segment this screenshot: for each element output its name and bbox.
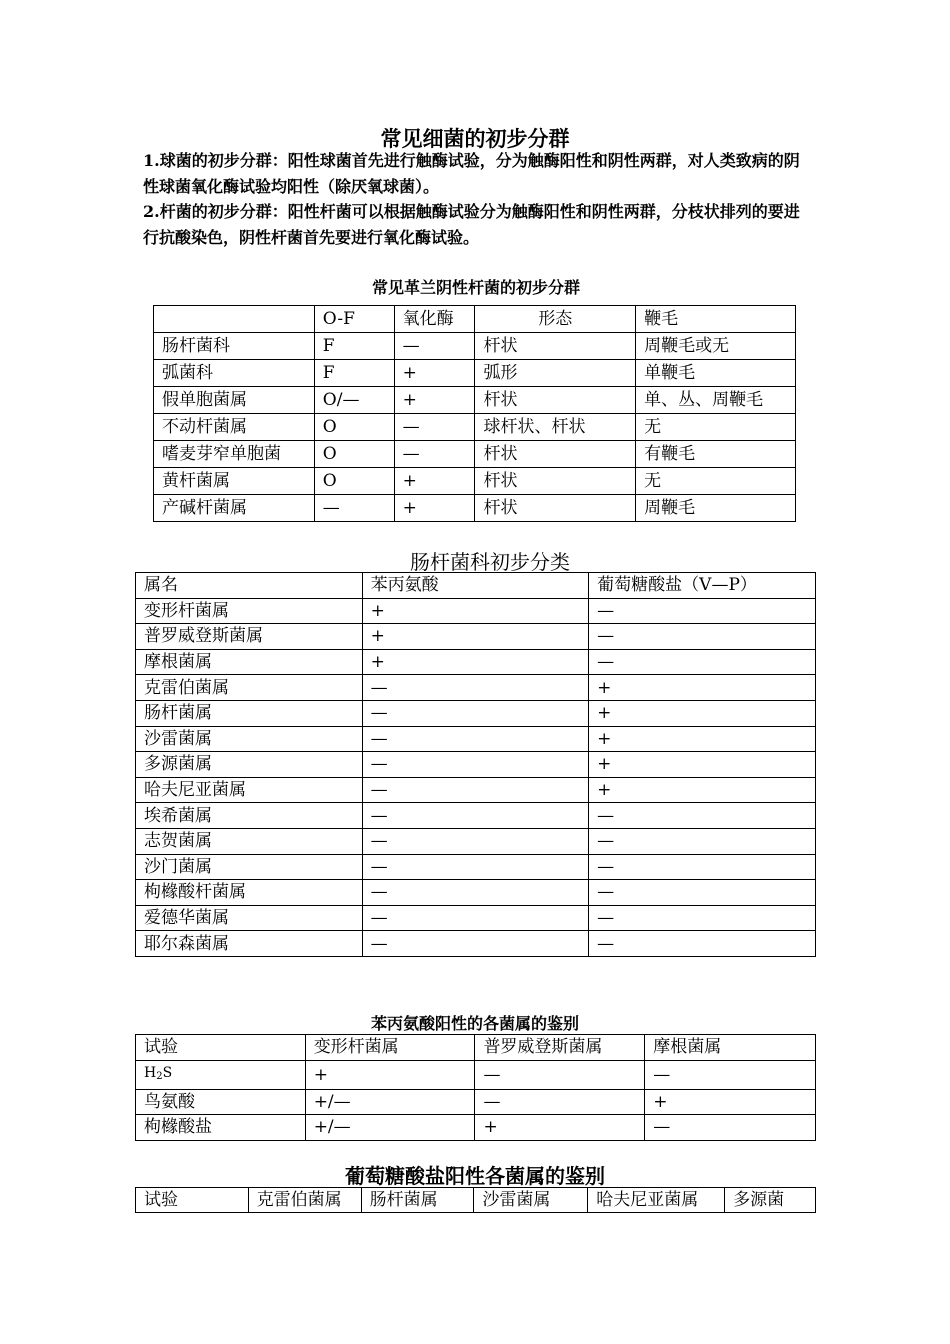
table-cell: 无: [636, 468, 796, 495]
table-cell: —: [589, 598, 816, 624]
table-cell: +: [589, 752, 816, 778]
table-row: [136, 828, 816, 854]
table-cell: 多源菌属: [136, 752, 363, 778]
table-cell: +: [394, 468, 475, 495]
table-cell: 单鞭毛: [636, 360, 796, 387]
table-cell: 枸橼酸盐: [136, 1115, 306, 1141]
table-row: [154, 414, 796, 441]
table-cell: 周鞭毛: [636, 495, 796, 522]
header-cell: 氧化酶: [394, 306, 475, 333]
table-cell: —: [589, 905, 816, 931]
enterobacteriaceae-table: [135, 572, 816, 957]
table-cell: 肠杆菌科: [154, 333, 315, 360]
table-cell: 鸟氨酸: [136, 1089, 306, 1115]
table-cell: —: [589, 624, 816, 650]
table-cell: +: [589, 777, 816, 803]
table-row: [136, 905, 816, 931]
table-cell: —: [362, 752, 589, 778]
header-cell: 克雷伯菌属: [248, 1188, 361, 1213]
table-cell: +/—: [305, 1089, 475, 1115]
header-cell: 形态: [475, 306, 636, 333]
table-cell: +: [394, 387, 475, 414]
table-cell: 杆状: [475, 495, 636, 522]
h2s-subscript: 2: [156, 1070, 163, 1082]
table-row: [136, 675, 816, 701]
table-cell: —: [589, 880, 816, 906]
table-cell: 杆状: [475, 468, 636, 495]
table-cell: —: [362, 828, 589, 854]
table-cell: +: [589, 726, 816, 752]
table-header-row: [136, 573, 816, 599]
table-row: [154, 441, 796, 468]
table-cell: +/—: [305, 1115, 475, 1141]
table-row: [136, 1115, 816, 1141]
table-cell: +: [475, 1115, 645, 1141]
table-cell: —: [362, 726, 589, 752]
table-cell: —: [589, 828, 816, 854]
header-cell: O-F: [314, 306, 394, 333]
table-cell: 黄杆菌属: [154, 468, 315, 495]
table-row: [154, 333, 796, 360]
table-cell: —: [314, 495, 394, 522]
table-row: [154, 468, 796, 495]
table-cell: 志贺菌属: [136, 828, 363, 854]
table-cell: —: [394, 333, 475, 360]
table-row: [136, 931, 816, 957]
table-cell: 枸橼酸杆菌属: [136, 880, 363, 906]
table-cell: 普罗威登斯菌属: [136, 624, 363, 650]
table-cell: +: [394, 360, 475, 387]
header-cell: 苯丙氨酸: [362, 573, 589, 599]
table-cell: —: [645, 1115, 816, 1141]
header-cell: 普罗威登斯菌属: [475, 1035, 645, 1061]
table-cell: —: [362, 675, 589, 701]
gluconate-positive-table: [135, 1187, 816, 1213]
header-cell: 试验: [136, 1035, 306, 1061]
table-cell: +: [362, 649, 589, 675]
table-cell: 耶尔森菌属: [136, 931, 363, 957]
h2s-cell: [136, 1060, 306, 1089]
table-row: [136, 1060, 816, 1089]
header-cell: [154, 306, 315, 333]
table1-caption: 常见革兰阴性杆菌的初步分群: [371, 278, 580, 297]
header-cell: 葡萄糖酸盐（V—P）: [589, 573, 816, 599]
table-cell: +: [394, 495, 475, 522]
header-cell: 摩根菌属: [645, 1035, 816, 1061]
table-row: [136, 700, 816, 726]
table-row: [136, 1089, 816, 1115]
table-row: [136, 854, 816, 880]
header-cell: 多源菌: [725, 1188, 816, 1213]
table-cell: 爱德华菌属: [136, 905, 363, 931]
h2s-main: H: [144, 1064, 157, 1081]
table-header-row: [136, 1035, 816, 1061]
table-cell: —: [362, 700, 589, 726]
table-cell: 杆状: [475, 441, 636, 468]
table-cell: 哈夫尼亚菌属: [136, 777, 363, 803]
gram-negative-table: [153, 305, 796, 522]
table-cell: 变形杆菌属: [136, 598, 363, 624]
table-cell: +: [362, 598, 589, 624]
table-cell: —: [589, 931, 816, 957]
table3-caption: 苯丙氨酸阳性的各菌属的鉴别: [370, 1014, 579, 1033]
table-cell: O: [314, 468, 394, 495]
table-row: [136, 777, 816, 803]
table-cell: —: [394, 414, 475, 441]
paragraph-cocci: 1.球菌的初步分群：阳性球菌首先进行触酶试验，分为触酶阳性和阴性两群，对人类致病的阴性球菌氧化酶试验均阳性（除厌氧球菌）。: [143, 151, 800, 196]
header-cell: 试验: [136, 1188, 249, 1213]
paragraph-bacilli: 2.杆菌的初步分群：阳性杆菌可以根据触酶试验分为触酶阳性和阴性两群，分枝状排列的要进行抗酸染色，阴性杆菌首先要进行氧化酶试验。: [143, 202, 800, 247]
table-cell: —: [475, 1089, 645, 1115]
table-cell: +: [589, 700, 816, 726]
table-cell: —: [362, 803, 589, 829]
table-row: [136, 649, 816, 675]
table-cell: 无: [636, 414, 796, 441]
table-cell: +: [645, 1089, 816, 1115]
table-cell: 弧菌科: [154, 360, 315, 387]
table-row: [136, 752, 816, 778]
table-cell: 杆状: [475, 333, 636, 360]
table-cell: —: [362, 854, 589, 880]
table-cell: —: [645, 1060, 816, 1089]
table-cell: 沙门菌属: [136, 854, 363, 880]
table4-caption: 葡萄糖酸盐阳性各菌属的鉴别: [345, 1164, 605, 1188]
table-row: [136, 803, 816, 829]
table-cell: —: [362, 931, 589, 957]
table-cell: 不动杆菌属: [154, 414, 315, 441]
table-cell: 埃希菌属: [136, 803, 363, 829]
header-cell: 哈夫尼亚菌属: [588, 1188, 725, 1213]
table-cell: O/—: [314, 387, 394, 414]
table-row: [154, 387, 796, 414]
document-title: 常见细菌的初步分群: [380, 126, 570, 151]
table-cell: 产碱杆菌属: [154, 495, 315, 522]
table-cell: —: [589, 854, 816, 880]
table-cell: +: [362, 624, 589, 650]
h2s-tail: S: [162, 1064, 173, 1081]
table-cell: 单、丛、周鞭毛: [636, 387, 796, 414]
table-header-row: [136, 1188, 816, 1213]
table-row: [136, 598, 816, 624]
table-cell: O: [314, 441, 394, 468]
header-cell: 肠杆菌属: [361, 1188, 474, 1213]
phenylalanine-positive-table: [135, 1034, 816, 1141]
table-cell: +: [305, 1060, 475, 1089]
table-cell: +: [589, 675, 816, 701]
table-cell: —: [362, 777, 589, 803]
table-cell: 假单胞菌属: [154, 387, 315, 414]
table-cell: —: [589, 803, 816, 829]
table-cell: 球杆状、杆状: [475, 414, 636, 441]
table-cell: 周鞭毛或无: [636, 333, 796, 360]
table-row: [154, 360, 796, 387]
header-cell: 鞭毛: [636, 306, 796, 333]
table-cell: 克雷伯菌属: [136, 675, 363, 701]
table-row: [154, 495, 796, 522]
table-cell: 沙雷菌属: [136, 726, 363, 752]
table-cell: —: [475, 1060, 645, 1089]
table-row: [136, 726, 816, 752]
table-cell: —: [362, 880, 589, 906]
table-header-row: [154, 306, 796, 333]
table-cell: 嗜麦芽窄单胞菌: [154, 441, 315, 468]
table-cell: 肠杆菌属: [136, 700, 363, 726]
table-cell: F: [314, 360, 394, 387]
table-row: [136, 880, 816, 906]
header-cell: 属名: [136, 573, 363, 599]
table-cell: F: [314, 333, 394, 360]
table-cell: 杆状: [475, 387, 636, 414]
table-cell: O: [314, 414, 394, 441]
table-cell: 弧形: [475, 360, 636, 387]
table-cell: —: [589, 649, 816, 675]
table-cell: 摩根菌属: [136, 649, 363, 675]
header-cell: 沙雷菌属: [474, 1188, 588, 1213]
table-cell: 有鞭毛: [636, 441, 796, 468]
header-cell: 变形杆菌属: [305, 1035, 475, 1061]
table2-caption: 肠杆菌科初步分类: [410, 550, 570, 574]
table-cell: —: [362, 905, 589, 931]
table-cell: —: [394, 441, 475, 468]
table-row: [136, 624, 816, 650]
